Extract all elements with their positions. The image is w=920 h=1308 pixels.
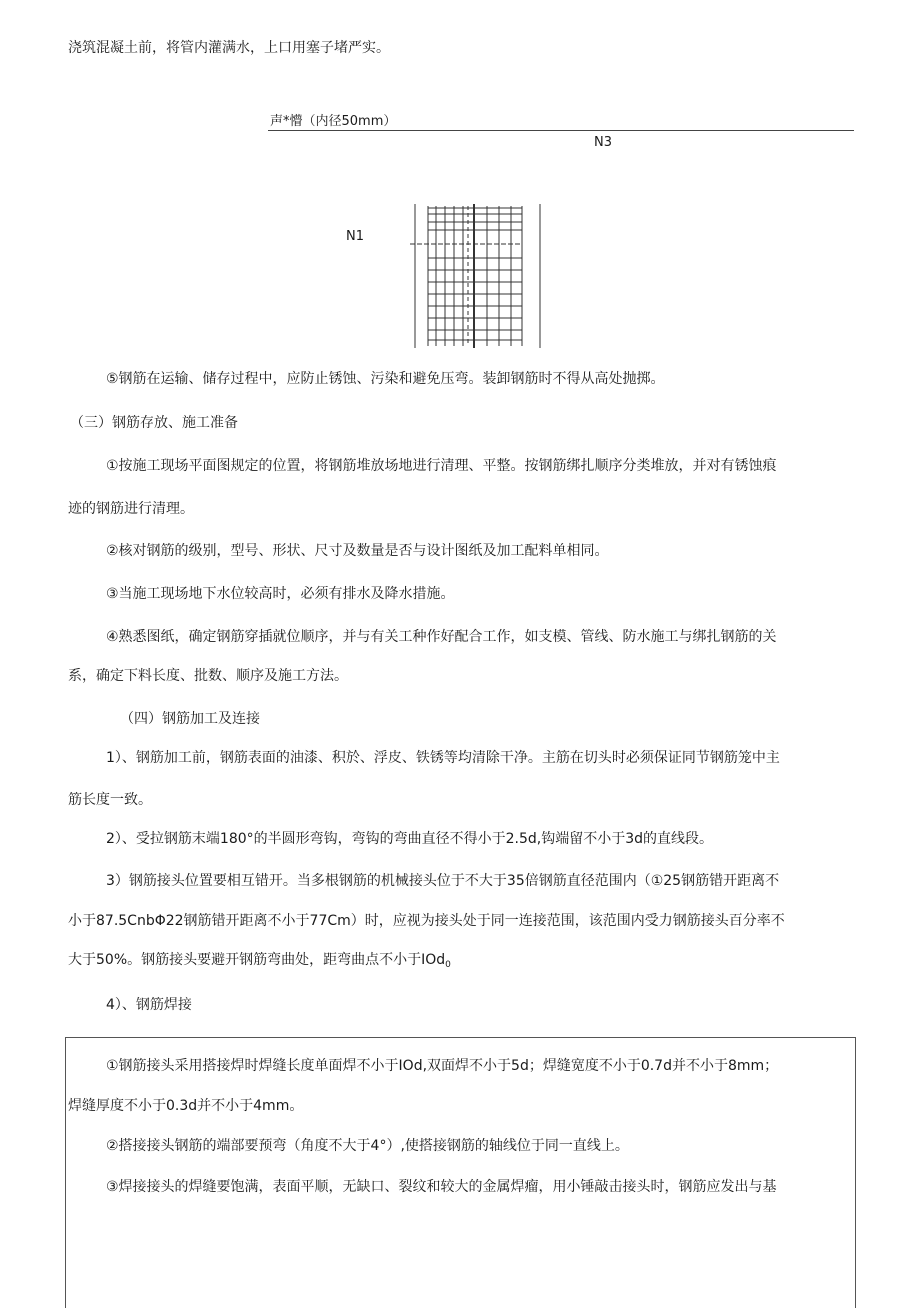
para-s3-4a: ④熟悉图纸，确定钢筋穿插就位顺序，并与有关工种作好配合工作，如支模、管线、防水施工与绑扎钢筋的关 xyxy=(106,629,777,645)
para-s4-4: 4）、钢筋焊接 xyxy=(106,997,192,1013)
figure-rule xyxy=(268,130,854,131)
para-s3-1a: ①按施工现场平面图规定的位置，将钢筋堆放场地进行清理、平整。按钢筋绑扎顺序分类堆放，并对有锈蚀痕 xyxy=(106,458,777,474)
welding-box xyxy=(65,1037,856,1308)
para-s3-2: ②核对钢筋的级别，型号、形状、尺寸及数量是否与设计图纸及加工配料单相同。 xyxy=(106,543,609,559)
para-s4-1a: 1）、钢筋加工前，钢筋表面的油漆、积於、浮皮、铁锈等均清除干净。主筋在切头时必须保证同节钢筋笼中主 xyxy=(106,750,780,766)
box-item-3: ③焊接接头的焊缝要饱满，表面平顺，无缺口、裂纹和较大的金属焊瘤，用小锤敲击接头时，钢筋应发出与基 xyxy=(106,1179,777,1195)
para-s4-3a: 3）钢筋接头位置要相互错开。当多根钢筋的机械接头位于不大于35倍钢筋直径范围内（①25钢筋错开距离不 xyxy=(106,873,780,889)
para-s3-4b: 系，确定下料长度、批数、顺序及施工方法。 xyxy=(68,668,348,684)
intro-text: 浇筑混凝土前，将管内灌满水，上口用塞子堵严实。 xyxy=(68,40,390,56)
box-item-1a: ①钢筋接头采用搭接焊时焊缝长度单面焊不小于IOd,双面焊不小于5d；焊缝宽度不小于0.7d并不小于8mm； xyxy=(106,1058,779,1074)
section-3-title: （三）钢筋存放、施工准备 xyxy=(70,415,238,431)
para-p5: ⑤钢筋在运输、储存过程中，应防止锈蚀、污染和避免压弯。装卸钢筋时不得从高处抛掷。 xyxy=(106,371,665,387)
rebar-cage-diagram xyxy=(408,200,548,352)
para-s4-3c xyxy=(68,950,451,975)
n1-label: N1 xyxy=(346,229,364,244)
para-s4-3c-text: 大于50%。钢筋接头要避开钢筋弯曲处，距弯曲点不小于IOd xyxy=(68,952,446,968)
section-4-title: （四）钢筋加工及连接 xyxy=(120,711,260,727)
para-s3-1b: 迹的钢筋进行清理。 xyxy=(68,501,194,517)
box-item-1b: 焊缝厚度不小于0.3d并不小于4mm。 xyxy=(68,1098,304,1114)
para-s4-2: 2）、受拉钢筋末端180°的半圆形弯钩，弯钩的弯曲直径不得小于2.5d,钩端留不小于3d的直线段。 xyxy=(106,831,714,847)
para-s4-1b: 筋长度一致。 xyxy=(68,792,152,808)
para-s4-3b: 小于87.5CnbΦ22钢筋错开距离不小于77Cm）时，应视为接头处于同一连接范围，该范围内受力钢筋接头百分率不 xyxy=(68,913,785,929)
para-s3-3: ③当施工现场地下水位较高时，必须有排水及降水措施。 xyxy=(106,586,455,602)
n3-label: N3 xyxy=(594,135,612,150)
box-item-2: ②搭接接头钢筋的端部要预弯（角度不大于4°）,使搭接钢筋的轴线位于同一直线上。 xyxy=(106,1138,629,1154)
para-s4-3c-subscript: 0 xyxy=(445,960,451,970)
pipe-label: 声*懵（内径50mm） xyxy=(270,114,397,129)
